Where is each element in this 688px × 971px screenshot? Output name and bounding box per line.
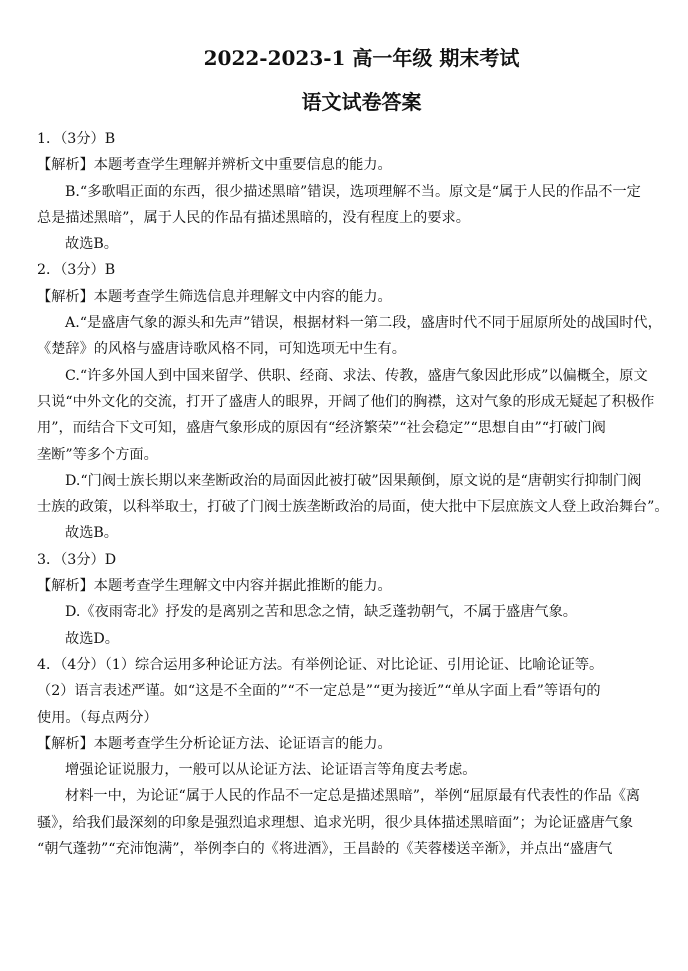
text-line: 故选D。 <box>65 630 119 647</box>
text-line: 【解析】本题考查学生筛选信息并理解文中内容的能力。 <box>37 288 392 305</box>
text-line: 骚》，给我们最深刻的印象是强烈追求理想、追求光明，很少具体描述黑暗面”；为论证盛唐气象 <box>37 814 634 831</box>
text-line: 故选B。 <box>65 236 118 253</box>
text-line: D.“门阀士族长期以来垄断政治的局面因此被打破”因果颠倒，原文说的是“唐朝实行抑制门阀 <box>65 472 642 489</box>
text-line: 只说“中外文化的交流，打开了盛唐人的眼界，开阔了他们的胸襟，这对气象的形成无疑起了积极作 <box>37 393 655 410</box>
text-line: D.《夜雨寄北》抒发的是离别之苦和思念之情，缺乏蓬勃朝气，不属于盛唐气象。 <box>65 604 577 621</box>
text-line: 1．（3分）B <box>37 131 116 147</box>
document-title: 2022-2023-1 高一年级 期末考试 <box>203 46 520 70</box>
text-line: 使用。（每点两分） <box>37 709 158 726</box>
text-line: 材料一中，为论证“属于人民的作品不一定总是描述黑暗”，举例“屈原最有代表性的作品《离 <box>65 788 641 805</box>
text-line: 【解析】本题考查学生理解并辨析文中重要信息的能力。 <box>37 157 392 174</box>
text-line: 总是描述黑暗”，属于人民的作品有描述黑暗的，没有程度上的要求。 <box>37 209 470 226</box>
text-line: 【解析】本题考查学生理解文中内容并据此推断的能力。 <box>37 578 392 595</box>
text-line: A.“是盛唐气象的源头和先声”错误，根据材料一第二段，盛唐时代不同于屈原所处的战国时代， <box>65 315 662 332</box>
text-line: 故选B。 <box>65 525 118 542</box>
text-line: 【解析】本题考查学生分析论证方法、论证语言的能力。 <box>37 735 392 752</box>
text-line: C.“许多外国人到中国来留学、供职、经商、求法、传教，盛唐气象因此形成”以偏概全，原文 <box>65 367 648 384</box>
text-line: 垄断”等多个方面。 <box>37 446 158 463</box>
text-line: 士族的政策，以科举取士，打破了门阀士族垄断政治的局面，使大批中下层庶族文人登上政治舞台”。 <box>37 499 669 516</box>
text-line: 2．（3分）B <box>37 262 116 279</box>
text-line: 3．（3分）D <box>37 551 117 568</box>
text-line: 4．（4分）（1）综合运用多种论证方法。有举例论证、对比论证、引用论证、比喻论证等。 <box>37 656 604 673</box>
text-line: B.“多歌唱正面的东西，很少描述黑暗”错误，选项理解不当。原文是“属于人民的作品不一定 <box>65 183 641 200</box>
text-line: “朝气蓬勃”“充沛饱满”，举例李白的《将进酒》，王昌龄的《芙蓉楼送辛渐》，并点出“盛唐气 <box>37 841 613 858</box>
text-line: 增强论证说服力，一般可以从论证方法、论证语言等角度去考虑。 <box>65 762 477 779</box>
text-line: 《楚辞》的风格与盛唐诗歌风格不同，可知选项无中生有。 <box>37 341 406 358</box>
text-line: （2）语言表述严谨。如“这是不全面的”“不一定总是”“更为接近”“单从字面上看”等语句的 <box>37 683 601 700</box>
document-body <box>37 126 674 862</box>
text-line: 用”，而结合下文可知，盛唐气象形成的原因有“经济繁荣”“社会稳定”“思想自由”“打破门阀 <box>37 420 606 437</box>
document-subtitle: 语文试卷答案 <box>301 90 422 114</box>
